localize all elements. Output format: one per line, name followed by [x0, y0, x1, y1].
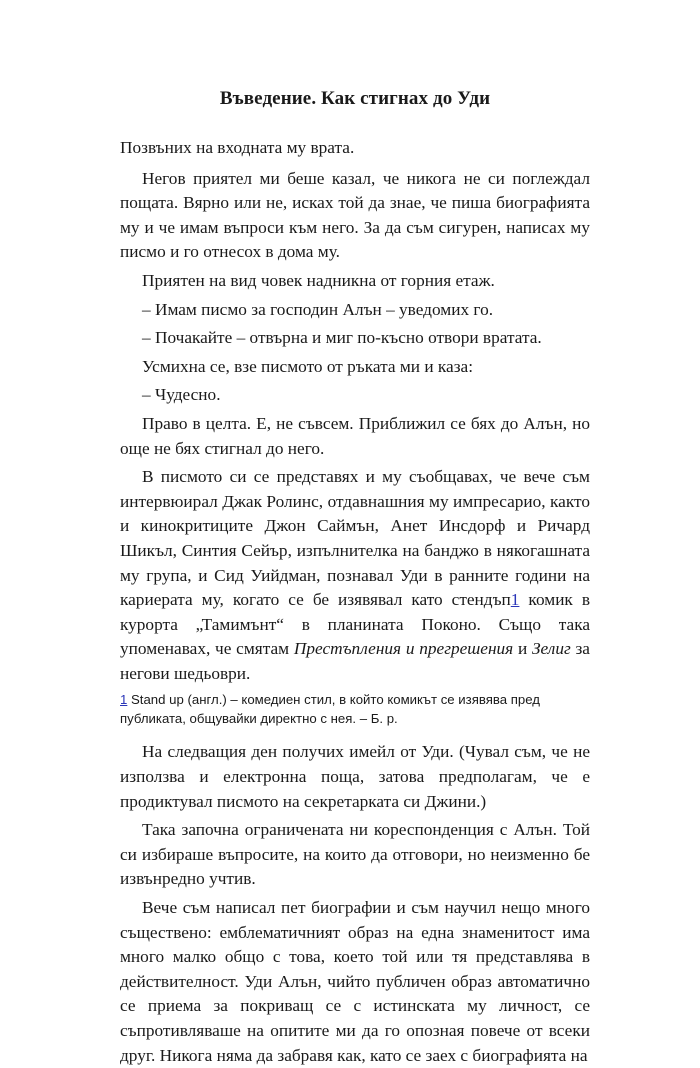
footnote-text: Stand up (англ.) – комедиен стил, в който комикът се изявява пред публиката, общувайки директно с нея. – Б. р.: [120, 692, 540, 727]
paragraph: Негов приятел ми беше казал, че никога не си поглеждал пощата. Вярно или не, исках той да знае, че пиша биографията му и че имам въпроси към него. За да съм сигурен, написах му писмо и го отнесох в дома му.: [120, 168, 590, 262]
paragraph: Усмихна се, взе писмото от ръката ми и каза:: [142, 356, 474, 376]
paragraph-text: комик в курорта „Тамимънт“ в планината Поконо. Също така упоменавах, че смятам: [120, 590, 590, 659]
paragraph: Вече съм написал пет биографии и съм научил нещо много съществено: емблематичният образ на една знаменитост има много малко общо с това, което той или тя представлява в действителност. Уди Алън, чийто публичен образ автоматично се приема за покриващ се с истинската му личност, се съпротивляваше на опитите ми да го опозная повече от всеки друг. Никога няма да забравя как, като се заех с биографията на: [120, 898, 590, 1065]
footnote: [120, 690, 590, 728]
dialogue-line: – Имам писмо за господин Алън – уведомих го.: [142, 299, 494, 319]
dialogue-line: – Чудесно.: [142, 385, 221, 405]
chapter-title: Въведение. Как стигнах до Уди: [219, 88, 491, 109]
paragraph-text: за негови шедьоври.: [120, 639, 590, 683]
paragraph-text: и: [513, 639, 532, 659]
dialogue-line: – Почакайте – отвърна и миг по-късно отвори вратата.: [142, 328, 542, 348]
paragraph: Позвъних на входната му врата.: [120, 138, 355, 157]
film-title: Престъпления и прегрешения: [293, 639, 514, 659]
paragraph: На следващия ден получих имейл от Уди. (Чувал съм, че не използва и електронна поща, затова предполагам, че е продиктувал писмото на секретарката си Джини.): [120, 742, 590, 811]
paragraph-with-footnote: [120, 465, 590, 686]
footnote-reference-link[interactable]: 1: [510, 590, 520, 610]
footnote-number-link[interactable]: 1: [120, 692, 128, 708]
paragraph-text: В писмото си се представях и му съобщавах, че вече съм интервюирал Джак Ролинс, отдавнашния му импресарио, както и кинокритиците Джон Саймън, Анет Инсдорф и Ричард Шикъл, Синтия Сейър, изпълнителка на банджо в някогашната му група, и Сид Уийдман, познавал Уди в ранните години на кариерата му, когато се бе изявявал като стендъп: [120, 467, 590, 610]
paragraph: Приятен на вид човек надникна от горния етаж.: [142, 270, 495, 290]
paragraph: Така започна ограничената ни кореспонденция с Алън. Той си избираше въпросите, на които да отговори, но неизменно бе извънредно учтив.: [120, 820, 590, 889]
film-title: Зелиг: [532, 639, 571, 659]
paragraph: Право в целта. Е, не съвсем. Приближил се бях до Алън, но още не бях стигнал до него.: [120, 413, 590, 458]
